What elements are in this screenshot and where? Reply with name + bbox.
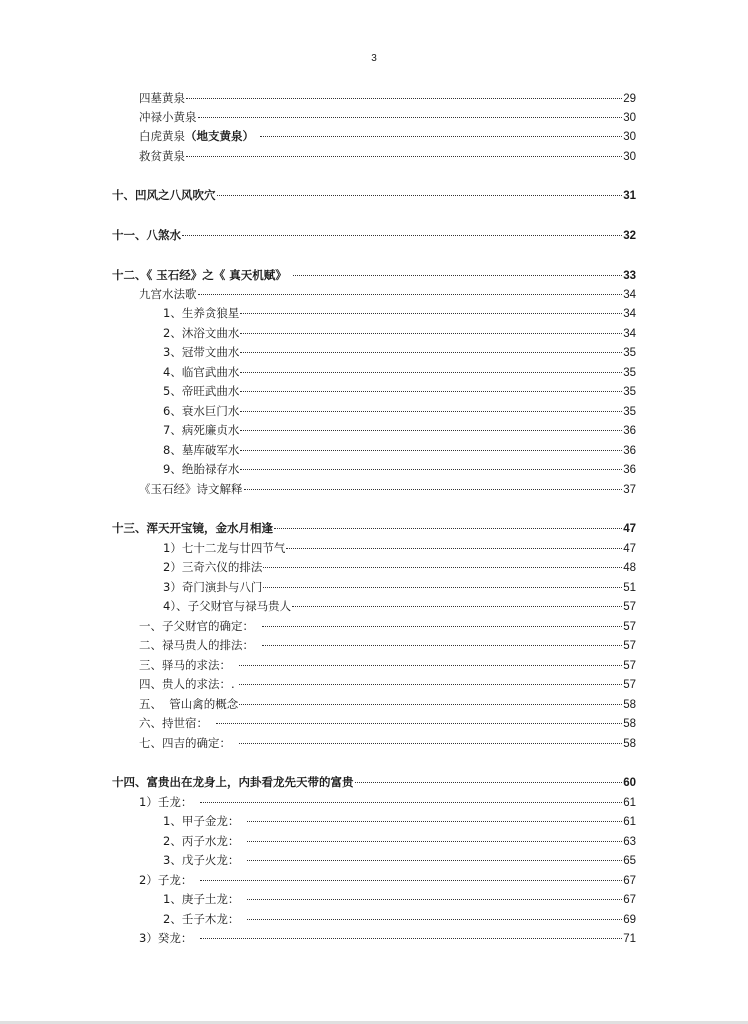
leader-dots bbox=[240, 312, 622, 314]
toc-entry[interactable] bbox=[139, 481, 636, 497]
leader-dots bbox=[240, 429, 622, 431]
toc-heading-title: 十三、浑天开宝镜，金水月相逢 bbox=[112, 521, 273, 535]
leader-dots bbox=[239, 703, 622, 705]
leader-dots bbox=[239, 742, 622, 744]
toc-entry-page: 57 bbox=[623, 601, 636, 613]
toc-entry-title: 8、墓库破军水 bbox=[163, 443, 240, 457]
leader-dots bbox=[240, 332, 622, 334]
leader-dots bbox=[292, 605, 622, 607]
toc-entry-page: 69 bbox=[623, 914, 636, 926]
leader-dots bbox=[247, 820, 622, 822]
toc-entry-title: 3）奇门演卦与八门 bbox=[163, 580, 263, 594]
leader-dots bbox=[240, 351, 622, 353]
toc-entry-title: 2）子龙： bbox=[139, 873, 193, 887]
toc-entry-title: 6、衰水巨门水 bbox=[163, 404, 240, 418]
toc-entry-page: 51 bbox=[623, 582, 636, 594]
leader-dots bbox=[293, 274, 622, 276]
toc-entry-title: 六、持世宿： bbox=[139, 716, 208, 730]
toc-entry-title: 3、冠带文曲水 bbox=[163, 345, 240, 359]
toc-entry-title: 1）七十二龙与廿四节气 bbox=[163, 541, 286, 555]
toc-entry-page: 35 bbox=[623, 347, 636, 359]
toc-entry-title: 3）癸龙： bbox=[139, 931, 193, 945]
toc-entry-page: 35 bbox=[623, 406, 636, 418]
leader-dots bbox=[240, 449, 622, 451]
toc-entry-title: 三、驿马的求法： bbox=[139, 658, 231, 672]
leader-dots bbox=[216, 722, 622, 724]
toc-heading-page: 31 bbox=[623, 190, 636, 202]
leader-dots bbox=[239, 664, 622, 666]
toc-entry-title: 3、戊子火龙： bbox=[163, 853, 240, 867]
toc-entry-page: 30 bbox=[623, 151, 636, 163]
toc-entry-title: 一、子父财官的确定： bbox=[139, 619, 254, 633]
toc-entry[interactable] bbox=[139, 657, 636, 673]
toc-entry-page: 63 bbox=[623, 836, 636, 848]
toc-entry[interactable] bbox=[139, 128, 636, 144]
leader-dots bbox=[262, 644, 622, 646]
toc-entry-page: 61 bbox=[623, 797, 636, 809]
toc-entry-page: 57 bbox=[623, 640, 636, 652]
toc-heading[interactable] bbox=[112, 774, 636, 790]
toc-entry[interactable] bbox=[139, 90, 636, 106]
toc-entry-page: 71 bbox=[623, 933, 636, 945]
toc-entry-title: 2、丙子水龙： bbox=[163, 834, 240, 848]
leader-dots bbox=[200, 879, 622, 881]
toc-entry[interactable] bbox=[163, 461, 636, 477]
toc-entry[interactable] bbox=[139, 676, 636, 692]
toc-entry[interactable] bbox=[163, 891, 636, 907]
toc-entry-page: 67 bbox=[623, 875, 636, 887]
toc-entry-title: 救贫黄泉 bbox=[139, 149, 185, 163]
toc-entry[interactable] bbox=[163, 442, 636, 458]
toc-entry-title bbox=[139, 128, 254, 144]
toc-entry[interactable] bbox=[139, 109, 636, 125]
toc-entry-title: 1）壬龙： bbox=[139, 795, 193, 809]
toc-entry-title: 2）三奇六仪的排法 bbox=[163, 560, 263, 574]
leader-dots bbox=[198, 293, 623, 295]
toc-entry[interactable] bbox=[139, 148, 636, 164]
toc-entry-title: 4）、子父财官与禄马贵人 bbox=[163, 599, 292, 613]
toc-entry-title: 1、生养贪狼星 bbox=[163, 306, 240, 320]
toc-heading[interactable] bbox=[112, 227, 636, 243]
toc-entry-page: 34 bbox=[623, 328, 636, 340]
toc-entry[interactable] bbox=[163, 305, 636, 321]
toc-entry[interactable] bbox=[163, 325, 636, 341]
leader-dots bbox=[244, 488, 623, 490]
leader-dots bbox=[247, 859, 622, 861]
toc-entry[interactable] bbox=[139, 735, 636, 751]
toc-entry[interactable] bbox=[139, 872, 636, 888]
toc-entry[interactable] bbox=[163, 911, 636, 927]
leader-dots bbox=[198, 116, 623, 118]
toc-entry-title: 7、病死廉贞水 bbox=[163, 423, 240, 437]
toc-entry-title-main: 白虎黄泉 bbox=[139, 129, 185, 143]
toc-entry-title: 四、贵人的求法：. bbox=[139, 677, 235, 691]
leader-dots bbox=[263, 586, 622, 588]
toc-entry-title: 1、庚子土龙： bbox=[163, 892, 240, 906]
toc-heading-page: 47 bbox=[623, 523, 636, 535]
toc-entry-page: 36 bbox=[623, 445, 636, 457]
leader-dots bbox=[240, 390, 622, 392]
toc-entry[interactable] bbox=[163, 852, 636, 868]
toc-entry-page: 36 bbox=[623, 464, 636, 476]
toc-entry-page: 35 bbox=[623, 386, 636, 398]
toc-entry-title: 《玉石经》诗文解释 bbox=[139, 482, 243, 496]
toc-entry[interactable] bbox=[163, 579, 636, 595]
toc-entry-page: 34 bbox=[623, 289, 636, 301]
toc-entry[interactable] bbox=[163, 344, 636, 360]
toc-entry-page: 30 bbox=[623, 131, 636, 143]
toc-heading[interactable] bbox=[112, 187, 636, 203]
leader-dots bbox=[355, 781, 623, 783]
leader-dots bbox=[247, 918, 622, 920]
toc-entry[interactable] bbox=[139, 794, 636, 810]
toc-entry-page: 61 bbox=[623, 816, 636, 828]
toc-entry[interactable] bbox=[139, 930, 636, 946]
toc-entry-title: 五、 管山禽的概念 bbox=[139, 697, 239, 711]
toc-entry[interactable] bbox=[163, 813, 636, 829]
toc-entry[interactable] bbox=[139, 696, 636, 712]
toc-entry[interactable] bbox=[139, 715, 636, 731]
toc-entry[interactable] bbox=[163, 422, 636, 438]
leader-dots bbox=[240, 371, 622, 373]
leader-dots bbox=[240, 468, 622, 470]
toc-heading-title: 十四、富贵出在龙身上，内卦看龙先天带的富贵 bbox=[112, 775, 354, 789]
toc-entry-page: 58 bbox=[623, 699, 636, 711]
toc-entry[interactable] bbox=[163, 364, 636, 380]
leader-dots bbox=[239, 683, 623, 685]
leader-dots bbox=[182, 234, 622, 236]
toc-heading-title: 十二、《 玉石经》之《 真天机赋》 bbox=[112, 268, 287, 282]
toc-heading[interactable] bbox=[112, 267, 636, 283]
toc-entry-title: 2、壬子木龙： bbox=[163, 912, 240, 926]
toc-heading-title: 十一、八煞水 bbox=[112, 228, 181, 242]
page-number: 3 bbox=[371, 53, 377, 64]
toc-entry-title: 9、绝胎禄存水 bbox=[163, 462, 240, 476]
leader-dots bbox=[240, 410, 622, 412]
toc-entry[interactable] bbox=[163, 403, 636, 419]
leader-dots bbox=[260, 135, 622, 137]
toc-entry-page: 57 bbox=[623, 621, 636, 633]
toc-entry-page: 34 bbox=[623, 308, 636, 320]
toc-entry[interactable] bbox=[139, 637, 636, 653]
toc-heading-page: 60 bbox=[623, 777, 636, 789]
toc-entry-page: 67 bbox=[623, 894, 636, 906]
toc-heading[interactable] bbox=[112, 520, 636, 536]
toc-heading-title: 十、凹风之八风吹穴 bbox=[112, 188, 216, 202]
toc-entry[interactable] bbox=[139, 286, 636, 302]
leader-dots bbox=[263, 566, 622, 568]
toc-entry-title: 二、禄马贵人的排法： bbox=[139, 638, 254, 652]
toc-entry-title-suffix: （地支黄泉） bbox=[185, 129, 254, 143]
toc-heading-page: 33 bbox=[623, 270, 636, 282]
toc-entry-title: 四墓黄泉 bbox=[139, 91, 185, 105]
toc-entry-page: 58 bbox=[623, 738, 636, 750]
leader-dots bbox=[200, 937, 622, 939]
leader-dots bbox=[217, 194, 623, 196]
toc-entry-title: 冲禄小黄泉 bbox=[139, 110, 197, 124]
leader-dots bbox=[186, 97, 622, 99]
leader-dots bbox=[286, 547, 622, 549]
toc-entry-page: 30 bbox=[623, 112, 636, 124]
leader-dots bbox=[247, 898, 622, 900]
toc-entry-page: 47 bbox=[623, 543, 636, 555]
toc-entry-page: 36 bbox=[623, 425, 636, 437]
leader-dots bbox=[262, 625, 622, 627]
toc-entry-page: 58 bbox=[623, 718, 636, 730]
toc-entry-page: 57 bbox=[623, 660, 636, 672]
toc-heading-page: 32 bbox=[623, 230, 636, 242]
leader-dots bbox=[247, 840, 622, 842]
toc-entry-page: 29 bbox=[623, 93, 636, 105]
toc-entry-title: 七、四吉的确定： bbox=[139, 736, 231, 750]
toc-entry[interactable] bbox=[139, 618, 636, 634]
toc-entry-page: 48 bbox=[623, 562, 636, 574]
leader-dots bbox=[186, 155, 622, 157]
leader-dots bbox=[274, 527, 622, 529]
toc-entry-page: 37 bbox=[623, 484, 636, 496]
toc-entry[interactable] bbox=[163, 833, 636, 849]
toc-entry-title: 4、临官武曲水 bbox=[163, 365, 240, 379]
toc-entry-title: 2、沐浴文曲水 bbox=[163, 326, 240, 340]
toc-entry[interactable] bbox=[163, 559, 636, 575]
toc-entry-page: 35 bbox=[623, 367, 636, 379]
toc-entry-page: 57 bbox=[623, 679, 636, 691]
toc-entry-title: 5、帝旺武曲水 bbox=[163, 384, 240, 398]
toc-entry[interactable] bbox=[163, 540, 636, 556]
leader-dots bbox=[200, 801, 622, 803]
toc-entry-page: 65 bbox=[623, 855, 636, 867]
toc-entry-title: 九宫水法歌 bbox=[139, 287, 197, 301]
toc-entry[interactable] bbox=[163, 383, 636, 399]
toc-entry-title: 1、甲子金龙： bbox=[163, 814, 240, 828]
toc-entry[interactable] bbox=[163, 598, 636, 614]
